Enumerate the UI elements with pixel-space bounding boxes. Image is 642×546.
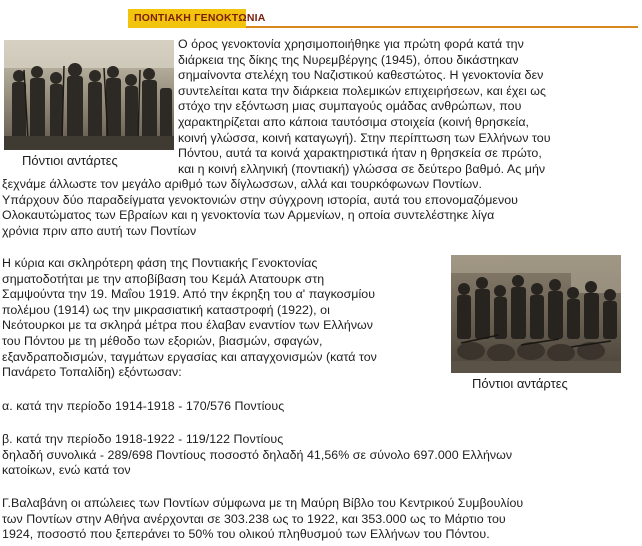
- text-line: σηματοδοτήται με την αποβίβαση του Κεμάλ Ατατουρκ στη: [2, 271, 325, 286]
- text-line: ξεχνάμε άλλωστε τον μεγάλο αριθμό των δίγλωσσων, αλλά και τουρκόφωνων Ποντίων.: [2, 177, 482, 191]
- text-line: διάρκεια της δίκης της Νυρεμβέργης (1945), όπου δικάστηκαν: [178, 52, 519, 67]
- text-line: των Ποντίων στην Αθήνα ανέρχονται σε 303.238 ως το 1922, και 353.000 ως το Μάρτιο του: [2, 511, 506, 526]
- stat-period-1918-1922: [2, 432, 512, 479]
- paragraph-genocide-definition: [178, 37, 551, 177]
- photo-caption-2: Πόντιοι αντάρτες: [472, 376, 568, 391]
- photo-pontic-rebels-2: [451, 255, 621, 373]
- stat-period-1914-1918: [2, 399, 284, 415]
- text-line: Πανάρετο Τοπαλίδη) εξόντωσαν:: [2, 365, 182, 380]
- text-line: β. κατά την περίοδο 1918-1922 - 119/122 Ποντίους: [2, 432, 284, 446]
- text-line: κοινή γλώσσα, κοινή καταγωγή). Στην περίπτωση των Ελλήνων του: [178, 130, 551, 145]
- text-line: στόχο την εξόντωση μιας συμπαγούς ομάδας ανθρώπων, που: [178, 99, 522, 114]
- text-line: Ολοκαυτώματος των Εβραίων και η γενοκτονία των Αρμενίων, η οποία συντελέστηκε λίγα: [2, 208, 495, 223]
- text-line: κατοίκων, ενώ κατά τον: [2, 463, 131, 478]
- paragraph-main-phase: [2, 256, 377, 381]
- text-line: χρόνια πριν απο αυτή των Ποντίων: [2, 223, 197, 238]
- text-line: Υπάρχουν δύο παραδείγματα γενοκτονιών στην σύγχρονη ιστορία, αυτά του επονομαζόμενου: [2, 192, 518, 207]
- text-line: σημαίνοντα στελέχη του Ναζιστικού καθεστώτος. Η γενοκτονία δεν: [178, 68, 544, 83]
- page-title: ΠΟΝΤΙΑΚΗ ΓΕΝΟΚΤΩΝΙΑ: [128, 9, 246, 28]
- text-line: και η κοινή ελληνική (ποντιακή) γλώσσα σε δεύτερο βαθμό. Ας μήν: [178, 161, 546, 176]
- text-line: πολέμου (1914) ως την μικρασιατική καταστροφή (1922), οι: [2, 302, 330, 317]
- text-line: εξανδραποδισμών, ταγμάτων εργασίας και απαγχονισμών (κατά τον: [2, 349, 377, 364]
- photo-pontic-rebels-1: [4, 40, 174, 150]
- text-line: 1924, ποσοστό που ξεπεράνει το 50% του ολικού πληθυσμού των Ελλήνων του Πόντου.: [2, 527, 490, 542]
- text-line: χαρακτηρίζεται απο κάποια ταυτόσιμα στοιχεία (κοινή θρησκεία,: [178, 114, 530, 129]
- text-line: Σαμψούντα την 19. Μαΐου 1919. Από την έκρηξη του α' παγκοσμίου: [2, 287, 376, 302]
- text-line: Νεότουρκοι με τα σκληρά μέτρα που έλαβαν εναντίον των Ελλήνων: [2, 318, 374, 333]
- text-line: Γ.Βαλαβάνη οι απώλειες των Ποντίων σύμφωνα με τη Μαύρη Βίβλο του Κεντρικού Συμβουλίου: [2, 496, 524, 510]
- text-line: α. κατά την περίοδο 1914-1918 - 170/576 Ποντίους: [2, 399, 285, 413]
- text-line: Πόντου, αυτά τα κοινά χαρακτηριστικά ήταν η θρησκεία σε πρώτο,: [178, 146, 542, 161]
- photo-caption-1: Πόντιοι αντάρτες: [22, 153, 118, 168]
- text-line: του Πόντου με τη μέθοδο των εξοριών, βιασμών, σφαγών,: [2, 333, 323, 348]
- text-line: Η κύρια και σκληρότερη φάση της Ποντιακής Γενοκτονίας: [2, 256, 318, 270]
- paragraph-genocide-examples: [2, 177, 518, 239]
- text-line: Ο όρος γενοκτονία χρησιμοποιήθηκε για πρώτη φορά κατά την: [178, 37, 524, 51]
- paragraph-valavanis-figures: [2, 496, 523, 543]
- text-line: συντελείται κατα την διάρκεια πολεμικών επιχειρήσεων, και έχει ως: [178, 83, 546, 98]
- text-line: δηλαδή συνολικά - 289/698 Ποντίους ποσοστό δηλαδή 41,56% σε σύνολο 697.000 Ελλήνων: [2, 447, 513, 462]
